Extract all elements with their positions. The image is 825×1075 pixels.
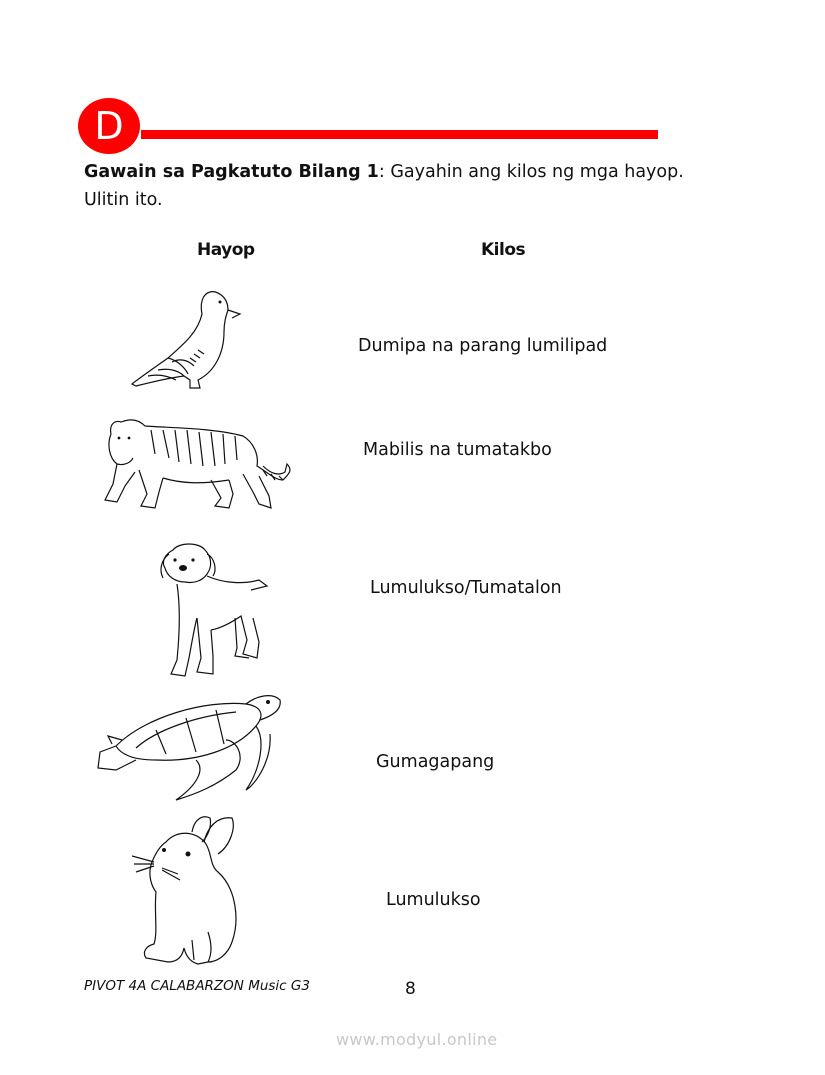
action-label: Lumulukso bbox=[386, 890, 481, 910]
instruction-label: Gawain sa Pagkatuto Bilang 1 bbox=[84, 162, 379, 182]
action-label: Gumagapang bbox=[376, 752, 495, 772]
action-label: Dumipa na parang lumilipad bbox=[358, 336, 608, 356]
turtle-image bbox=[96, 690, 286, 802]
watermark: www.modyul.online bbox=[336, 1030, 498, 1049]
dog-nose-icon bbox=[179, 565, 187, 571]
turtle-eye-icon bbox=[266, 700, 270, 704]
instruction bbox=[84, 158, 704, 214]
footer-text: PIVOT 4A CALABARZON Music G3 bbox=[84, 978, 310, 994]
action-label: Mabilis na tumatakbo bbox=[363, 440, 552, 460]
tiger-eye-icon bbox=[118, 437, 121, 440]
instruction-text: : Gayahin ang kilos ng mga hayop. Ulitin ito. bbox=[84, 162, 684, 210]
dog-image bbox=[155, 540, 270, 685]
section-rule bbox=[141, 130, 658, 139]
column-header-action: Kilos bbox=[481, 240, 526, 260]
page-number: 8 bbox=[405, 979, 416, 999]
pigeon-image bbox=[128, 288, 243, 392]
section-letter: D bbox=[94, 104, 124, 148]
action-label: Lumulukso/Tumatalon bbox=[370, 578, 562, 598]
section-letter-badge bbox=[78, 98, 140, 154]
column-header-animal: Hayop bbox=[197, 240, 255, 260]
pigeon-eye-icon bbox=[219, 301, 222, 304]
rabbit-image bbox=[132, 812, 242, 972]
tiger-image bbox=[103, 414, 293, 514]
rabbit-eye-icon bbox=[186, 852, 191, 857]
